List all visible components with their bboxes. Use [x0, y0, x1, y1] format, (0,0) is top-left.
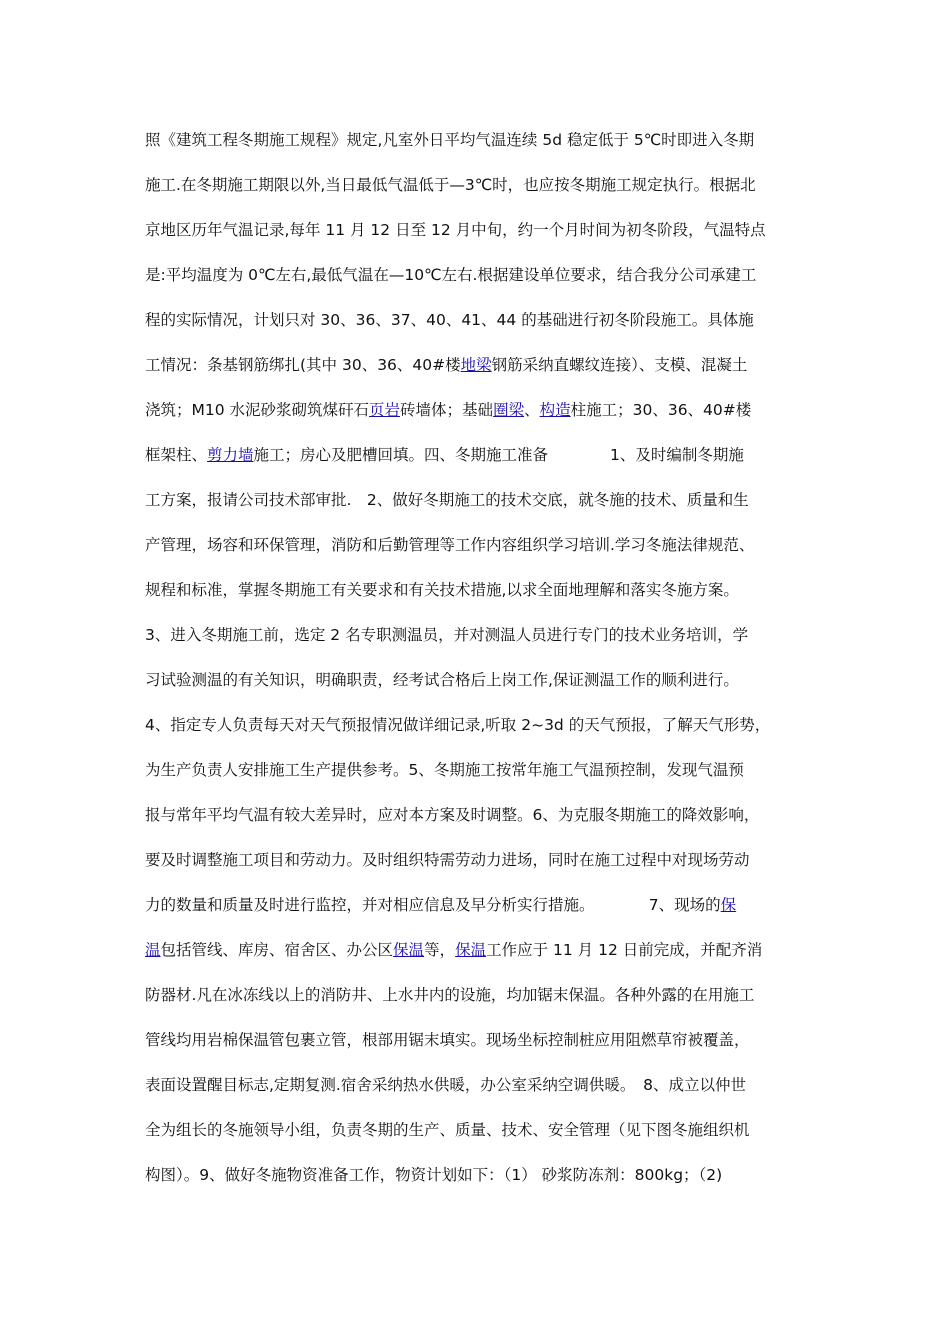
text-line — [145, 973, 809, 1018]
text-line — [145, 1108, 809, 1153]
text-segment: 包括管线、库房、宿舍区、办公区 — [160, 941, 394, 959]
term-link[interactable]: 保温 — [455, 941, 487, 959]
term-link[interactable]: 保温 — [393, 941, 425, 959]
text-line — [145, 343, 809, 388]
text-segment: 防器材.凡在冰冻线以上的消防井、上水井内的设施，均加锯末保温。各种外露的在用施工 — [145, 986, 755, 1004]
text-line — [145, 883, 809, 928]
text-line — [145, 118, 809, 163]
term-link[interactable]: 温 — [145, 941, 161, 959]
text-segment: 规程和标准，掌握冬期施工有关要求和有关技术措施,以求全面地理解和落实冬施方案。 — [145, 581, 739, 599]
text-segment: 砖墙体；基础 — [400, 401, 494, 419]
text-line — [145, 658, 809, 703]
term-link[interactable]: 保 — [720, 896, 737, 914]
text-line — [145, 253, 809, 298]
text-line — [145, 1153, 809, 1198]
text-segment: 工作应于 11 月 12 日前完成，并配齐消 — [486, 941, 763, 959]
term-link[interactable]: 剪力墙 — [207, 446, 254, 464]
text-line — [145, 1018, 809, 1063]
text-segment: 施工.在冬期施工期限以外,当日最低气温低于—3℃时，也应按冬期施工规定执行。根据北 — [145, 176, 756, 194]
term-link[interactable]: 圈梁 — [493, 401, 525, 419]
text-segment: 京地区历年气温记录,每年 11 月 12 日至 12 月中旬，约一个月时间为初冬阶段，气温特点 — [145, 221, 766, 239]
text-segment: 表面设置醒目标志,定期复测.宿舍采纳热水供暖，办公室采纳空调供暖。 8、成立以仲世 — [145, 1076, 746, 1094]
document-body — [145, 118, 809, 1198]
text-segment: 工方案，报请公司技术部审批. 2、做好冬期施工的技术交底，就冬施的技术、质量和生 — [145, 491, 749, 509]
text-segment: 习试验测温的有关知识，明确职责，经考试合格后上岗工作,保证测温工作的顺利进行。 — [145, 671, 739, 689]
text-line — [145, 703, 809, 748]
text-line — [145, 928, 809, 973]
text-line — [145, 433, 809, 478]
text-segment: 构图）。9、做好冬施物资准备工作，物资计划如下：（1） 砂浆防冻剂：800kg；（2) — [145, 1166, 723, 1184]
text-segment: 工情况：条基钢筋绑扎(其中 30、36、40#楼 — [145, 356, 461, 374]
text-segment: 要及时调整施工项目和劳动力。及时组织特需劳动力进场，同时在施工过程中对现场劳动 — [145, 851, 750, 869]
text-line — [145, 298, 809, 343]
text-segment: 、 — [524, 401, 540, 419]
text-line — [145, 793, 809, 838]
text-segment: 钢筋采纳直螺纹连接）、支模、混凝土 — [491, 356, 748, 374]
text-segment: 力的数量和质量及时进行监控，并对相应信息及早分析实行措施。 7、现场的 — [145, 896, 721, 914]
text-line — [145, 838, 809, 883]
text-segment: 浇筑；M10 水泥砂浆砌筑煤矸石 — [145, 401, 370, 419]
text-segment: 施工；房心及肥槽回填。四、冬期施工准备 1、及时编制冬期施 — [253, 446, 744, 464]
text-segment: 柱施工；30、36、40#楼 — [570, 401, 752, 419]
text-segment: 全为组长的冬施领导小组，负责冬期的生产、质量、技术、安全管理（见下图冬施组织机 — [145, 1121, 750, 1139]
text-segment: 程的实际情况，计划只对 30、36、37、40、41、44 的基础进行初冬阶段施工。具体施 — [145, 311, 754, 329]
text-segment: 是:平均温度为 0℃左右,最低气温在—10℃左右.根据建设单位要求，结合我分公司承建工 — [145, 266, 757, 284]
text-segment: 3、进入冬期施工前，选定 2 名专职测温员，并对测温人员进行专门的技术业务培训，学 — [145, 626, 749, 644]
term-link[interactable]: 页岩 — [369, 401, 401, 419]
text-segment: 照《建筑工程冬期施工规程》规定,凡室外日平均气温连续 5d 稳定低于 5℃时即进入冬期 — [145, 131, 755, 149]
text-line — [145, 613, 809, 658]
text-segment: 为生产负责人安排施工生产提供参考。5、冬期施工按常年施工气温预控制，发现气温预 — [145, 761, 744, 779]
text-segment: 报与常年平均气温有较大差异时，应对本方案及时调整。6、为克服冬期施工的降效影响， — [145, 806, 760, 824]
text-line — [145, 523, 809, 568]
text-segment: 等， — [424, 941, 456, 959]
text-segment: 框架柱、 — [145, 446, 208, 464]
text-line — [145, 163, 809, 208]
term-link[interactable]: 地梁 — [460, 356, 492, 374]
text-segment: 管线均用岩棉保温管包裹立管，根部用锯末填实。现场坐标控制桩应用阻燃草帘被覆盖， — [145, 1031, 750, 1049]
text-line — [145, 388, 809, 433]
text-line — [145, 1063, 809, 1108]
text-segment: 4、指定专人负责每天对天气预报情况做详细记录,听取 2~3d 的天气预报，了解天气形势， — [145, 716, 771, 734]
term-link[interactable]: 构造 — [539, 401, 571, 419]
text-line — [145, 208, 809, 253]
text-line — [145, 478, 809, 523]
text-segment: 产管理，场容和环保管理，消防和后勤管理等工作内容组织学习培训.学习冬施法律规范、 — [145, 536, 755, 554]
text-line — [145, 568, 809, 613]
text-line — [145, 748, 809, 793]
